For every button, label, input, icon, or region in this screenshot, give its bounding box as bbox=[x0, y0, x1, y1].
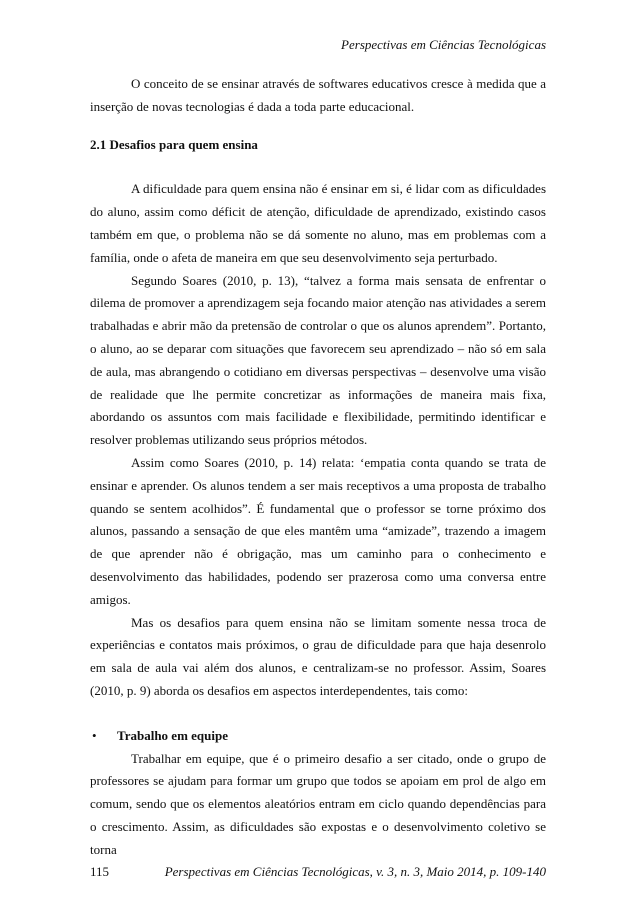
page-number: 115 bbox=[90, 864, 110, 879]
intro-paragraph: O conceito de se ensinar através de softwares educativos cresce à medida que a inserção de novas tecnologias é dada a toda parte educacional. bbox=[90, 76, 546, 114]
paragraph-3: Assim como Soares (2010, p. 14) relata: ‘empatia conta quando se trata de ensinar e aprender. Os alunos tendem a ser mais receptivos a uma proposta de trabalho quando se sentem acolhidos”. É fundamental que o professor se torne próximo dos alunos, passando a sensação de que eles mantêm uma “amizade”, trazendo a imagem de que aprender não é obrigação, mas um caminho para o conhecimento e desenvolvimento das habilidades, podendo ser prazerosa como uma conversa entre amigos. bbox=[90, 454, 546, 607]
section-heading: 2.1 Desafios para quem ensina bbox=[90, 136, 258, 152]
journal-citation: Perspectivas em Ciências Tecnológicas, v. 3, n. 3, Maio 2014, p. 109-140 bbox=[164, 864, 546, 879]
paragraph-5: Trabalhar em equipe, que é o primeiro desafio a ser citado, onde o grupo de professores se ajudam para formar um grupo que todos se apoiam em prol de algo em comum, sendo que os elementos aleatórios entram em ciclo quando dependências para o crescimento. Assim, as dificuldades são expostas e o desenvolvimento coletivo se torna bbox=[90, 750, 546, 857]
page-footer bbox=[90, 864, 546, 880]
body-text bbox=[90, 73, 546, 862]
running-header: Perspectivas em Ciências Tecnológicas bbox=[341, 37, 546, 52]
bullet-item bbox=[90, 725, 546, 748]
bullet-title: Trabalho em equipe bbox=[117, 727, 228, 743]
paragraph-2: Segundo Soares (2010, p. 13), “talvez a forma mais sensata de enfrentar o dilema de promover a aprendizagem seja focando maior atenção nas atividades a serem trabalhadas e abrir mão da pretensão de controlar o que os alunos aprendem”. Portanto, o aluno, ao se deparar com situações que favorecem seu aprendizado – não só em sala de aula, mas abrangendo o cotidiano em diversas perspectivas – desenvolve uma visão de realidade que lhe permite concretizar as informações de maneira mais fixa, abordando os assuntos com mais facilidade e flexibilidade, permitindo identificar e resolver problemas utilizando seus próprios métodos. bbox=[90, 272, 546, 448]
paragraph-1: A dificuldade para quem ensina não é ensinar em si, é lidar com as dificuldades do aluno, assim como déficit de atenção, dificuldade de aprendizado, existindo casos também em que, o problema não se dá somente no aluno, mas em problemas com a família, onde o afeta de maneira em que seu desenvolvimento seja perturbado. bbox=[90, 181, 546, 265]
bullet-icon: • bbox=[92, 727, 97, 743]
paragraph-4: Mas os desafios para quem ensina não se limitam somente nessa troca de experiências e contatos mais próximos, o grau de dificuldade para que haja desenrolo em sala de aula vai além dos alunos, e centralizam-se no professor. Assim, Soares (2010, p. 9) aborda os desafios em aspectos interdependentes, tais como: bbox=[90, 614, 546, 698]
